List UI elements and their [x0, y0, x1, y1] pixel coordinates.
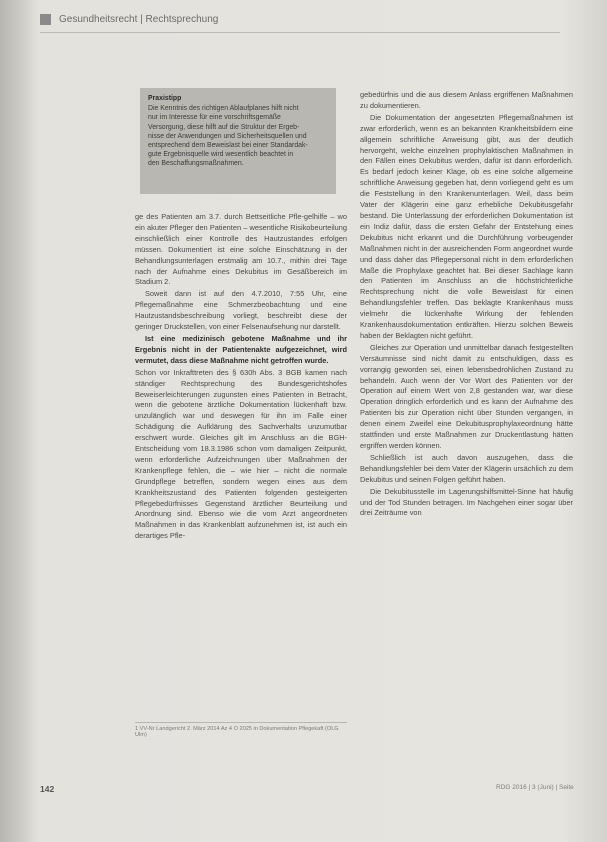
- practice-tip-title: Praxistipp: [148, 95, 182, 102]
- header-rule: [40, 32, 560, 33]
- practice-tip-line: nisse der Anwendungen und Sicherheitsquellen und: [148, 132, 307, 140]
- body-paragraph: ge des Patienten am 3.7. durch Bettseitliche Pfle-gelhilfe – wo ein akuter Pfleger den Patienten – wesentliche Risikobeurteilung einschließlich einer Kontrolle des Hautzustandes erfolgen müssen. Dokumentiert ist eine solche Einschätzung in der Behandlungsunterlagen erstmalig am 10.7., mithin drei Tage nach der Aufnahme eines Dekubitus im Gesäßbereich im Stadium 2.: [135, 212, 347, 287]
- page-gutter-shadow: [0, 0, 38, 842]
- body-paragraph: Die Dokumentation der angesetzten Pflegemaßnahmen ist zwar erforderlich, wenn es an bekannten Krankheitsbildern eine allgemein schriftliche Anweisung gibt, aus der deutlich hervorgeht, welche einzelnen prophylaktischen Maßnahmen in den Fällen eines Dekubitus werden, dafür ist dann erforderlich. Es bedarf jedoch keiner Klage, ob es eine solche allgemeine schriftliche Anweisung gegeben hat, denn vorliegend geht es um die Feststellung in den Krankenunterlagen. Weil, dass beim Vater der Klägerin eine ganz erhebliche Dekubitusgefahr bestand. Die Unterlassung der erforderlichen Dokumentation ist ein Indiz dafür, dass die ersten Gefahr der Entstehung eines Dekubitus nicht erkannt und die Durchführung vorbeugender Maßnahmen nicht in der ausreichenden Form angeordnet wurde und dass daher das Pflegepersonal nicht in dem erforderlichen Maße die Prophylaxe geachtet hat. Bei dieser Sachlage kann den Patienten im Anschluss an die höchstrichterliche Rechtsprechung nicht die volle Beweislast für einen Behandlungsfehler treffen. Das beklagte Krankenhaus muss vielmehr die lückenhafte Wirkung der fehlenden Krankenhausdokumentation entkräften. Hierzu solchen Beweis haben der Beklagten nicht geführt.: [360, 112, 573, 340]
- practice-tip-line: nur im Interesse für eine vorschriftsgemäße: [148, 114, 281, 122]
- publication-footer: RDG 2016 | 3 (Juni) | Seite: [496, 784, 574, 791]
- section-title: Gesundheitsrecht | Rechtsprechung: [59, 13, 219, 25]
- practice-tip-line: Versorgung, diese hilft auf die Struktur der Ergeb-: [148, 123, 300, 131]
- body-paragraph: Schließlich ist auch davon auszugehen, dass die Behandlungsfehler bei dem Vater der Klägerin ursächlich zu dem Dekubitus und seinen Folgen geführt haben.: [360, 452, 573, 484]
- practice-tip-line: den Beschaffungsmaßnahmen.: [148, 160, 244, 168]
- body-paragraph: Schon vor Inkrafttreten des § 630h Abs. 3 BGB kamen nach ständiger Rechtsprechung des Bundesgerichtshofes Beweiserleichterungen zugunsten eines Patienten in Betracht, wenn die gebotene ärztliche Dokumentation lückenhaft bzw. unzulänglich war und deswegen für ihn im Falle einer Schädigung die Aufklärung des Sachverhalts unzumutbar erschwert wurde. Gleiches gilt im Anschluss an die BGH-Entscheidung vom 18.3.1986 schon vom damaligen Zeitpunkt, wenn erforderliche Aufzeichnungen über Maßnahmen der Krankenpflege fehlen, die – wie hier – nicht die normale Grundpflege betreffen, sondern wegen eines aus dem Krankheitszustand des Patienten folgenden gesteigerten Pflegebedürfnisses Gegenstand ärztlicher Beurteilung und Anordnung sind. Ebenso wie die vom Arzt angeordneten Maßnahmen in das Krankenblatt aufzunehmen ist, ist auch ein derartiges Pfle-: [135, 367, 347, 541]
- key-principle-paragraph: Ist eine medizinisch gebotene Maßnahme und ihr Ergebnis nicht in der Patientenakte aufgezeichnet, wird vermutet, dass diese Maßnahme nicht getroffen wurde.: [135, 333, 347, 365]
- body-paragraph: Gleiches zur Operation und unmittelbar danach festgestellten Versäumnisse sind nicht damit zu entschuldigen, dass es vorrangig geworden sei, einen lebensbedrohlichen Zustand zu behandeln. Auch wenn der Vor Wort des Patienten vor der Operation auf einem Wert von 2,8 gestanden war, war diese Operation dringlich erforderlich und es kann der Aufnahme des Patienten bis zur Operation nicht über Stunden vergangen, in denen einem Zweifel eine Dekubitusprophylaxeordnung hätte stattfinden und erste Maßnahmen zur Druckentlastung hätten ergriffen werden können.: [360, 342, 573, 450]
- practice-tip-line: Die Kenntnis des richtigen Ablaufplanes hilft nicht: [148, 105, 299, 113]
- right-text-column: [360, 90, 573, 520]
- practice-tip-line: gute Ergebnisquelle wird wesentlich beachtet in: [148, 151, 294, 159]
- body-paragraph: gebedürfnis und die aus diesem Anlass ergriffenen Maßnahmen zu dokumentieren.: [360, 90, 573, 110]
- body-paragraph: Die Dekubitusstelle im Lagerungshilfsmittel-Sinne hat häufig und der Tod Stunden betragen. Im Nachgehen einer sogar über drei Zeiträume von: [360, 486, 573, 518]
- page-number: 142: [40, 784, 55, 794]
- body-paragraph: Soweit dann ist auf den 4.7.2010, 7:55 Uhr, eine Pflegemaßnahme eine Schmerzbeobachtung und eine Hautzustandsbeschreibung vorliegt, beschreibt diese der geringer Druckstellen, von einer Felsenaufsehung nur darstellt.: [135, 289, 347, 332]
- practice-tip-line: entsprechend dem Beweislast bei einer Standardak-: [148, 142, 308, 150]
- section-marker-square: [40, 14, 51, 25]
- left-text-column: [135, 212, 347, 543]
- running-header: [40, 10, 218, 28]
- practice-tip-box: [140, 88, 336, 194]
- footnote: 1 VV-Nr Landgericht 2. März 2014 Az 4 O 2025 in Dokumentation Pflegekaft (OLG Ulm): [135, 722, 347, 738]
